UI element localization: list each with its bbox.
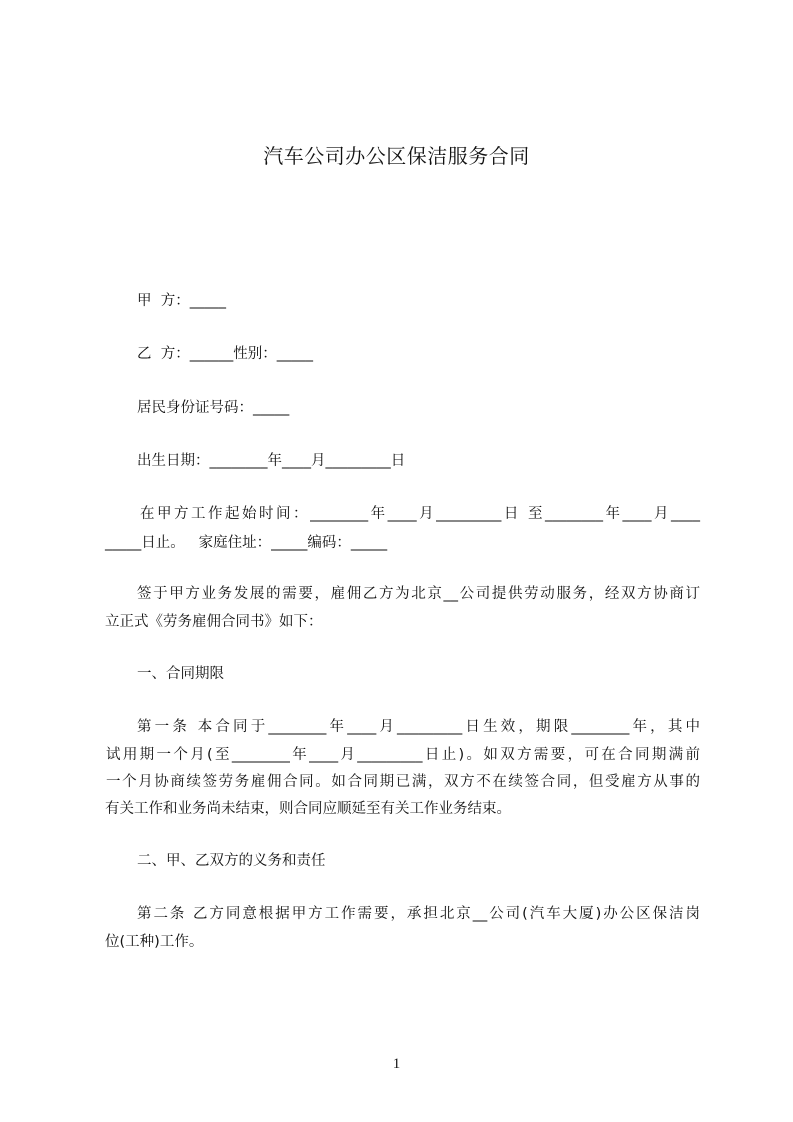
article-1-line-4: 有关工作和业务尚未结束，则合同应顺延至有关工作业务结束。 — [105, 801, 511, 817]
birth-date-field: 出生日期：________年____月_________日 — [137, 453, 406, 469]
work-start-line-2: _____日止。 家庭住址：_____编码：_____ — [105, 535, 388, 551]
work-start-line-1: 在甲方工作起始时间：________年____月_________日 至________年____月____ — [140, 506, 700, 522]
article-1-line-3: 一个月协商续签劳务雇佣合同。如合同期已满，双方不在续签合同，但受雇方从事的 — [106, 774, 700, 790]
document-title: 汽车公司办公区保洁服务合同 — [263, 144, 530, 168]
section-2-heading: 二、甲、乙双方的义务和责任 — [137, 853, 326, 869]
article-1-line-1: 第一条 本合同于________年____月_________日生效，期限________年，其中 — [137, 719, 700, 735]
party-a-field: 甲 方：_____ — [137, 293, 226, 309]
page-number: 1 — [392, 1056, 401, 1072]
article-2-line-2: 位(工种)工作。 — [105, 934, 204, 950]
article-2-line-1: 第二条 乙方同意根据甲方工作需要，承担北京__公司(汽车大厦)办公区保洁岗 — [137, 906, 700, 922]
preamble-line-2: 立正式《劳务雇佣合同书》如下： — [105, 614, 323, 630]
id-number-field: 居民身份证号码：_____ — [137, 400, 290, 416]
preamble-line-1: 签于甲方业务发展的需要，雇佣乙方为北京__公司提供劳动服务，经双方协商订 — [137, 586, 700, 602]
article-1-line-2: 试用期一个月(至________年____月_________日止)。如双方需要，可在合同期满前 — [106, 747, 700, 763]
section-1-heading: 一、合同期限 — [137, 666, 224, 682]
party-b-field: 乙 方：______性别：_____ — [137, 346, 313, 362]
